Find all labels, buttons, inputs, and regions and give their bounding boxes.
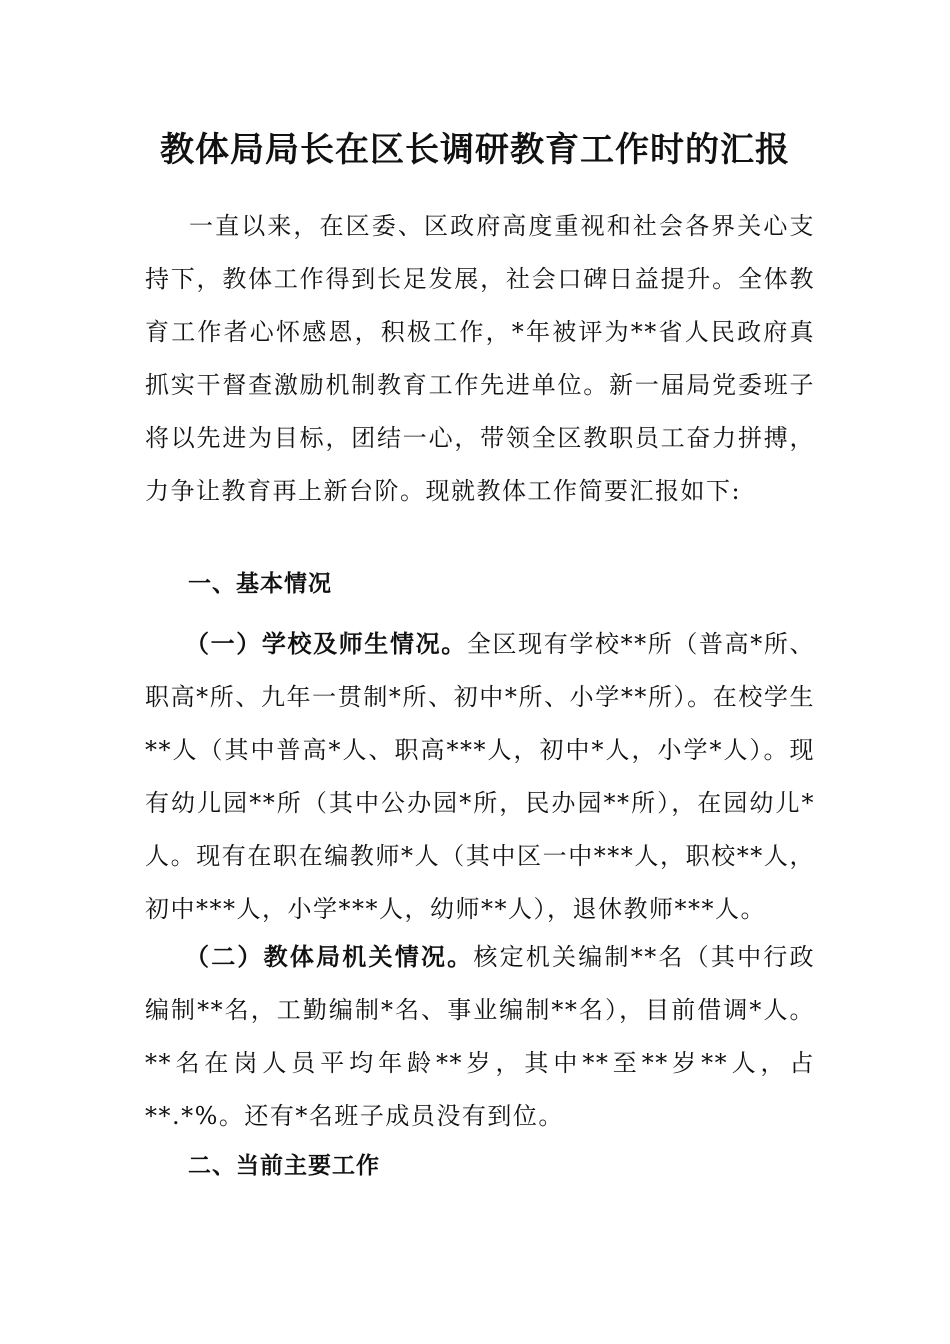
- intro-paragraph: 一直以来，在区委、区政府高度重视和社会各界关心支持下，教体工作得到长足发展，社会口碑日益提升。全体教育工作者心怀感恩，积极工作，*年被评为**省人民政府真抓实干督查激励机制教育工作先进单位。新一届局党委班子将以先进为目标，团结一心，带领全区教职员工奋力拼搏，力争让教育再上新台阶。现就教体工作简要汇报如下:: [145, 212, 815, 505]
- paragraph-schools-and-students: [145, 618, 815, 936]
- paragraph-bureau-organ-body: 核定机关编制**名（其中行政编制**名，工勤编制*名、事业编制**名），目前借调*人。**名在岗人员平均年龄**岁，其中**至**岁**人，占**.*%。还有*名班子成员没有到位。: [145, 943, 815, 1130]
- subheading-bureau-organ: （二）教体局机关情况。: [185, 943, 474, 971]
- section-heading-current-work: 二、当前主要工作: [188, 1153, 380, 1179]
- paragraph-bureau-organ: [145, 931, 815, 1143]
- section-heading-basic-situation: 一、基本情况: [188, 571, 332, 597]
- subheading-schools-and-students: （一）学校及师生情况。: [185, 630, 467, 658]
- paragraph-schools-and-students-body: 全区现有学校**所（普高*所、职高*所、九年一贯制*所、初中*所、小学**所）。在校学生**人（其中普高*人、职高***人，初中*人，小学*人）。现有幼儿园**所（其中公办园*所，民办园**所），在园幼儿*人。现有在职在编教师*人（其中区一中***人，职校**人，初中***人，小学***人，幼师**人），退休教师***人。: [145, 630, 815, 923]
- document-title: 教体局局长在区长调研教育工作时的汇报: [160, 130, 790, 170]
